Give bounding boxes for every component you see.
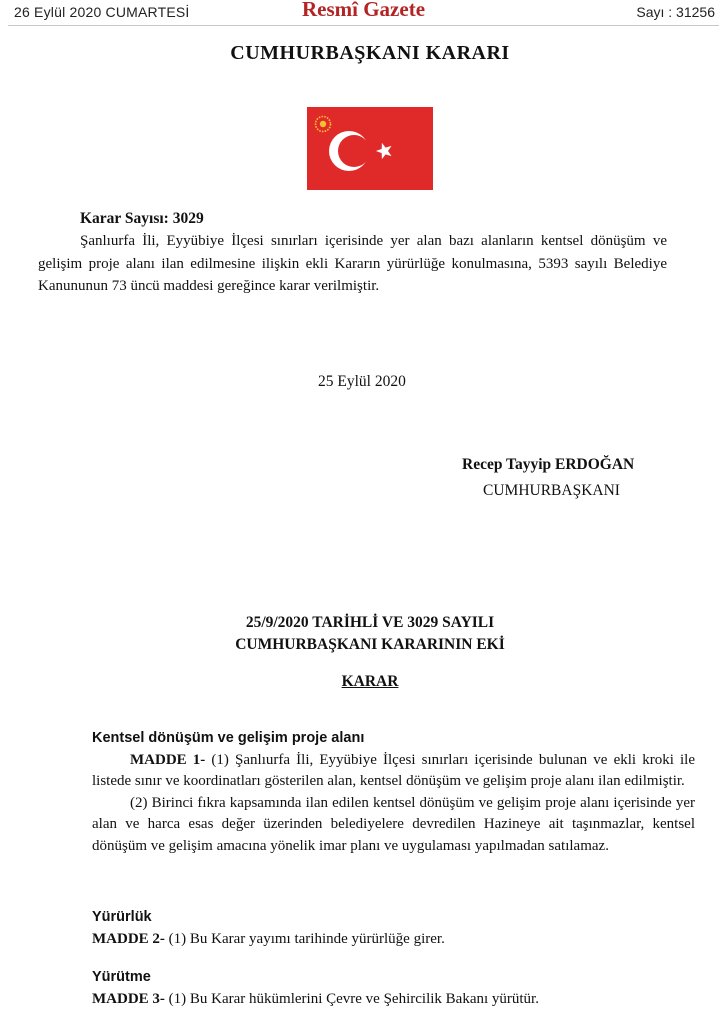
article-2-section bbox=[92, 907, 695, 950]
article-1-para-1 bbox=[92, 750, 695, 793]
turkish-flag-icon bbox=[307, 107, 433, 190]
decision-date: 25 Eylül 2020 bbox=[318, 373, 406, 390]
header-divider bbox=[8, 25, 719, 26]
annex-title-line1: 25/9/2020 TARİHLİ VE 3029 SAYILI bbox=[245, 614, 495, 631]
signer-title: CUMHURBAŞKANI bbox=[483, 482, 620, 499]
annex-title bbox=[0, 612, 727, 656]
header-date: 26 Eylül 2020 CUMARTESİ bbox=[14, 4, 190, 20]
section-heading: Yürürlük bbox=[92, 909, 152, 925]
article-3-section bbox=[92, 967, 695, 1010]
karar-heading: KARAR bbox=[341, 673, 399, 690]
article-text: (1) Bu Karar yayımı tarihinde yürürlüğe girer. bbox=[164, 930, 445, 947]
article-label: MADDE 2- bbox=[92, 930, 165, 947]
article-label: MADDE 1- bbox=[130, 751, 206, 768]
issue-number: Sayı : 31256 bbox=[636, 4, 715, 20]
signer-name: Recep Tayyip ERDOĞAN bbox=[462, 456, 635, 473]
gazette-header bbox=[0, 0, 727, 24]
section-heading: Yürütme bbox=[92, 969, 151, 985]
article-1-para-2: (2) Birinci fıkra kapsamında ilan edilen kentsel dönüşüm ve gelişim proje alanı içerisinde yer alan ve harca esas değer üzerinden belediyelere devredilen Hazineye ait taşınmazlar, kentsel dönüşüm ve gelişim amacına yönelik imar planı ve uygulaması yapılmadan satılamaz. bbox=[92, 794, 695, 854]
article-label: MADDE 3- bbox=[92, 990, 165, 1007]
section-heading: Kentsel dönüşüm ve gelişim proje alanı bbox=[92, 730, 365, 746]
article-3-para-1 bbox=[92, 989, 695, 1011]
article-text: (1) Şanlıurfa İli, Eyyübiye İlçesi sınırları içerisinde bulunan ve ekli kroki ile listede sınır ve koordinatları gösterilen alan, kentsel dönüşüm ve gelişim proje alanı ilan edilmiştir. bbox=[92, 751, 696, 789]
gazette-title: Resmî Gazete bbox=[301, 0, 426, 21]
annex-title-line2: CUMHURBAŞKANI KARARININ EKİ bbox=[235, 636, 505, 653]
decision-intro-paragraph: Şanlıurfa İli, Eyyübiye İlçesi sınırları içerisinde yer alan bazı alanların kentsel dönüşüm ve gelişim proje alanı ilan edilmesine ilişkin ekli Kararın yürürlüğe konulmasına, 5393 sayılı Belediye Kanununun 73 üncü maddesi gereğince karar verilmiştir. bbox=[38, 233, 667, 294]
article-1-section bbox=[92, 728, 695, 857]
article-2-para-1 bbox=[92, 929, 695, 951]
decision-number: Karar Sayısı: 3029 bbox=[80, 210, 204, 227]
document-title: CUMHURBAŞKANI KARARI bbox=[230, 42, 510, 64]
article-text: (1) Bu Karar hükümlerini Çevre ve Şehircilik Bakanı yürütür. bbox=[164, 990, 539, 1007]
